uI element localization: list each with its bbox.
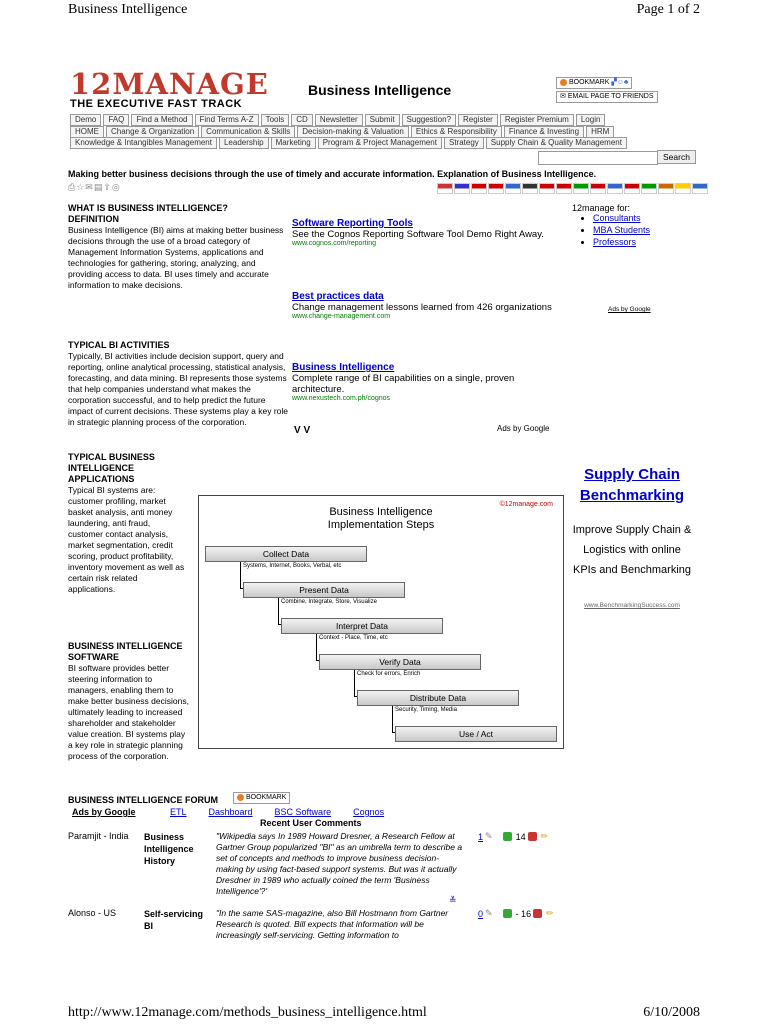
consultants-link[interactable]: Consultants bbox=[593, 213, 641, 223]
language-flag-icon[interactable] bbox=[522, 183, 538, 194]
software-text: BI software provides better steering information to managers, enabling them to make better business decisions, ultimately leading to increased shareholder and stakeholder value creation. BI systems play a key role in strategic planning process of the corporation. bbox=[68, 663, 189, 761]
ads-by-google-small[interactable]: Ads by Google bbox=[608, 306, 651, 313]
top-nav-item[interactable]: FAQ bbox=[103, 114, 129, 126]
language-flag-icon[interactable] bbox=[454, 183, 470, 194]
diagram-step-sub: Security, Timing, Media bbox=[395, 707, 457, 713]
views-count: 14 bbox=[515, 831, 526, 842]
language-flag-icon[interactable] bbox=[556, 183, 572, 194]
diagram-title-line-2: Implementation Steps bbox=[327, 519, 435, 531]
activities-section bbox=[68, 340, 290, 428]
reply-icon[interactable]: ✎ bbox=[485, 831, 493, 841]
diagram-step: Distribute Data bbox=[357, 690, 519, 706]
share-icon[interactable]: ⇪ bbox=[103, 182, 112, 192]
comment-stats bbox=[478, 831, 548, 842]
replies-count[interactable]: 1 bbox=[478, 831, 484, 842]
diagram-step: Interpret Data bbox=[281, 618, 443, 634]
comment-topic[interactable]: Self-servicing BI bbox=[144, 909, 204, 931]
envelope-icon: ✉ bbox=[560, 93, 566, 100]
what-heading: WHAT IS BUSINESS INTELLIGENCE? bbox=[68, 203, 228, 213]
language-flag-icon[interactable] bbox=[624, 183, 640, 194]
language-flag-icon[interactable] bbox=[539, 183, 555, 194]
mba-students-link[interactable]: MBA Students bbox=[593, 225, 651, 235]
search-button[interactable]: Search bbox=[657, 150, 696, 164]
applications-heading: TYPICAL BUSINESS INTELLIGENCE APPLICATIONS bbox=[68, 452, 155, 484]
email-friend-button[interactable] bbox=[556, 91, 658, 103]
diagram-step: Present Data bbox=[243, 582, 405, 598]
language-flag-icon[interactable] bbox=[675, 183, 691, 194]
software-section bbox=[68, 641, 190, 762]
ad-2-title[interactable]: Best practices data bbox=[292, 291, 384, 302]
mail-icon[interactable]: ✉ bbox=[85, 182, 94, 192]
activities-heading: TYPICAL BI ACTIVITIES bbox=[68, 340, 170, 350]
activities-text: Typically, BI activities include decision support, query and reporting, online analytical processing, statistical analysis, forecasting, and data mining. BI represents those systems that help companies understand what makes the corporation successful, and to help predict the future impact of current decisions. These systems play a key role in strategic planning process of the corporation. bbox=[68, 351, 288, 427]
bookmark-button[interactable] bbox=[556, 77, 632, 89]
supply-chain-body: Improve Supply Chain & Logistics with online KPIs and Benchmarking bbox=[572, 524, 692, 576]
category-nav-2-item[interactable]: Program & Project Management bbox=[318, 137, 442, 149]
pencil-icon[interactable]: ✏ bbox=[540, 831, 549, 841]
bsc-software-link[interactable]: BSC Software bbox=[274, 807, 332, 817]
diagram-step: Verify Data bbox=[319, 654, 481, 670]
diagram-step-sub: Check for errors, Enrich bbox=[357, 671, 421, 677]
ad-2-body: Change management lessons learned from 426 organizations bbox=[292, 302, 552, 313]
report-icon[interactable] bbox=[528, 832, 537, 841]
email-friend-label: EMAIL PAGE TO FRIENDS bbox=[567, 93, 654, 100]
forum-bookmark-button[interactable] bbox=[233, 792, 290, 804]
logo-tagline: THE EXECUTIVE FAST TRACK bbox=[70, 98, 243, 110]
recent-comments-heading: Recent User Comments bbox=[260, 818, 362, 828]
expand-icon[interactable]: ≚ bbox=[449, 895, 457, 905]
applications-section bbox=[68, 452, 186, 595]
professors-link[interactable]: Professors bbox=[593, 237, 637, 247]
diagram-step: Use / Act bbox=[395, 726, 557, 742]
category-nav-item[interactable]: HRM bbox=[586, 126, 614, 138]
ad-1-url[interactable]: www.cognos.com/reporting bbox=[292, 240, 377, 247]
top-nav-item[interactable]: Newsletter bbox=[315, 114, 363, 126]
language-flag-icon[interactable] bbox=[471, 183, 487, 194]
bi-steps-diagram bbox=[198, 495, 564, 749]
for-label: 12manage for: bbox=[572, 203, 631, 213]
top-nav-item[interactable]: Tools bbox=[261, 114, 290, 126]
ad-2-url[interactable]: www.change-management.com bbox=[292, 313, 391, 320]
language-flag-icon[interactable] bbox=[692, 183, 708, 194]
category-nav-2-item[interactable]: Supply Chain & Quality Management bbox=[486, 137, 627, 149]
language-flag-icon[interactable] bbox=[641, 183, 657, 194]
language-flag-icon[interactable] bbox=[488, 183, 504, 194]
diagram-step-sub: Combine, Integrate, Store, Visualize bbox=[281, 599, 377, 605]
top-nav-item[interactable]: Login bbox=[576, 114, 606, 126]
category-nav-2-item[interactable]: Strategy bbox=[444, 137, 484, 149]
language-flag-icon[interactable] bbox=[590, 183, 606, 194]
forum-links bbox=[170, 807, 384, 817]
share-icons: ▞☺♣ bbox=[611, 79, 629, 86]
language-flag-icon[interactable] bbox=[437, 183, 453, 194]
category-nav-item[interactable]: HOME bbox=[70, 126, 104, 138]
toolbar-icons bbox=[68, 182, 121, 193]
audience-links bbox=[577, 212, 650, 248]
comment-topic[interactable]: Business Intelligence History bbox=[144, 832, 194, 866]
views-icon bbox=[503, 909, 512, 918]
intro-text: Making better business decisions through the use of timely and accurate information. Explanation of Business Intelligence. bbox=[68, 169, 597, 179]
top-nav-item[interactable]: Submit bbox=[365, 114, 400, 126]
print-footer-url: http://www.12manage.com/methods_business_intelligence.html bbox=[68, 1005, 427, 1020]
bookmark-label: BOOKMARK bbox=[568, 79, 610, 86]
diagram-title-line-1: Business Intelligence bbox=[329, 506, 433, 518]
diagram-copyright: ©12manage.com bbox=[499, 501, 553, 508]
ad-1[interactable] bbox=[292, 218, 552, 247]
category-nav-2-item[interactable]: Knowledge & Intangibles Management bbox=[70, 137, 217, 149]
definition-section bbox=[68, 203, 290, 291]
category-nav-item[interactable]: Change & Organization bbox=[106, 126, 199, 138]
ad-1-title[interactable]: Software Reporting Tools bbox=[292, 218, 413, 229]
pdf-icon[interactable]: ▤ bbox=[93, 182, 104, 192]
language-flag-icon[interactable] bbox=[607, 183, 623, 194]
diagram-step-sub: Context - Place, Time, etc bbox=[319, 635, 388, 641]
ad-3[interactable] bbox=[292, 362, 552, 402]
top-nav-item[interactable]: Demo bbox=[70, 114, 101, 126]
diagram-step: Collect Data bbox=[205, 546, 367, 562]
language-flags bbox=[436, 183, 708, 194]
comment-text: "In the same SAS-magazine, also Bill Hostmann from Gartner Research is quoted. Bill expects that information will be increasingly self-servicing. Getting information to bbox=[216, 908, 449, 940]
comment-stats bbox=[478, 908, 554, 919]
definition-text: Business Intelligence (BI) aims at making better business decisions through the use of a broad category of Management Information Systems, applications and technologies for gathering, storing, analyzing, and providing access to data. BI uses timely and accurate information to make decisions. bbox=[68, 225, 284, 290]
print-footer-date: 6/10/2008 bbox=[643, 1005, 700, 1020]
supply-chain-title[interactable]: Supply Chain Benchmarking bbox=[579, 466, 685, 504]
language-flag-icon[interactable] bbox=[505, 183, 521, 194]
diagram-step-sub: Systems, Internet, Books, Verbal, etc bbox=[243, 563, 342, 569]
top-nav bbox=[70, 114, 690, 126]
top-nav-item[interactable]: Find Terms A-Z bbox=[195, 114, 259, 126]
print-icon[interactable]: ⎙ bbox=[68, 182, 77, 192]
favorite-icon[interactable]: ☆ bbox=[76, 182, 86, 192]
pencil-icon[interactable]: ✏ bbox=[546, 908, 554, 918]
comment-text: "Wikipedia says In 1989 Howard Dresner, a Research Fellow at Gartner Group popularized "BI" as an umbrella term to describe a set of concepts and methods to improve business decision-making by using fact-based support systems. But was it actually Dresdner in 1989 who actually coined the term 'Business Intelligence'?' bbox=[216, 831, 463, 896]
diagram-title bbox=[199, 506, 563, 532]
category-nav-2-item[interactable]: Leadership bbox=[219, 137, 269, 149]
cognos-link[interactable]: Cognos bbox=[353, 807, 385, 817]
site-logo[interactable] bbox=[70, 67, 269, 110]
supply-chain-url[interactable]: www.BenchmarkingSuccess.com bbox=[584, 602, 680, 609]
views-icon bbox=[503, 832, 512, 841]
category-nav-item[interactable]: Communication & Skills bbox=[201, 126, 295, 138]
search-input[interactable] bbox=[538, 151, 658, 165]
forum-ads-label[interactable]: Ads by Google bbox=[72, 807, 136, 817]
print-header-title: Business Intelligence bbox=[68, 2, 188, 17]
category-nav-2 bbox=[70, 137, 700, 149]
forum-bookmark-label: BOOKMARK bbox=[245, 794, 287, 801]
rss-icon[interactable]: ◎ bbox=[111, 182, 121, 192]
language-flag-icon[interactable] bbox=[573, 183, 589, 194]
logo-name: 12MANAGE bbox=[70, 67, 269, 101]
ad-2[interactable] bbox=[292, 291, 552, 320]
top-nav-item[interactable]: Register bbox=[458, 114, 498, 126]
forum-heading: BUSINESS INTELLIGENCE FORUM bbox=[68, 795, 219, 805]
software-heading: BUSINESS INTELLIGENCE SOFTWARE bbox=[68, 641, 183, 662]
comment-user: Alonso - US bbox=[68, 908, 117, 918]
reply-icon[interactable]: ✎ bbox=[485, 908, 493, 918]
category-nav-2-item[interactable]: Marketing bbox=[271, 137, 316, 149]
report-icon[interactable] bbox=[533, 909, 542, 918]
ad-1-body: See the Cognos Reporting Software Tool Demo Right Away. bbox=[292, 229, 544, 240]
top-nav-item[interactable]: CD bbox=[291, 114, 313, 126]
replies-count[interactable]: 0 bbox=[478, 908, 484, 919]
ad-3-url[interactable]: www.nexustech.com.ph/cognos bbox=[292, 395, 391, 402]
category-nav-item[interactable]: Decision-making & Valuation bbox=[297, 126, 409, 138]
category-nav-item[interactable]: Finance & Investing bbox=[504, 126, 584, 138]
ad-3-title[interactable]: Business Intelligence bbox=[292, 362, 395, 373]
page-title: Business Intelligence bbox=[308, 82, 452, 98]
dashboard-link[interactable]: Dashboard bbox=[208, 807, 253, 817]
views-count: - 16 bbox=[515, 908, 532, 919]
print-header-page: Page 1 of 2 bbox=[636, 2, 700, 17]
bookmark-icon bbox=[560, 79, 567, 86]
top-nav-item[interactable]: Suggestion? bbox=[402, 114, 456, 126]
category-nav-item[interactable]: Ethics & Responsibility bbox=[411, 126, 502, 138]
bookmark-icon bbox=[237, 794, 244, 801]
language-flag-icon[interactable] bbox=[658, 183, 674, 194]
ads-by-google[interactable]: Ads by Google bbox=[497, 424, 550, 433]
etl-link[interactable]: ETL bbox=[170, 807, 187, 817]
supply-chain-ad[interactable] bbox=[572, 464, 692, 609]
comment-user: Paramjit - India bbox=[68, 831, 129, 841]
vv-nav[interactable]: V V bbox=[294, 425, 311, 436]
applications-text: Typical BI systems are: customer profiling, market basket analysis, anti money laundering, anti fraud, customer contact analysis, market segmentation, credit scoring, product profitability, inventory movement as well as certain risk related applications. bbox=[68, 485, 185, 594]
ad-3-body: Complete range of BI capabilities on a single, proven architecture. bbox=[292, 373, 515, 395]
top-nav-item[interactable]: Find a Method bbox=[131, 114, 192, 126]
top-nav-item[interactable]: Register Premium bbox=[500, 114, 574, 126]
definition-heading: DEFINITION bbox=[68, 214, 119, 224]
